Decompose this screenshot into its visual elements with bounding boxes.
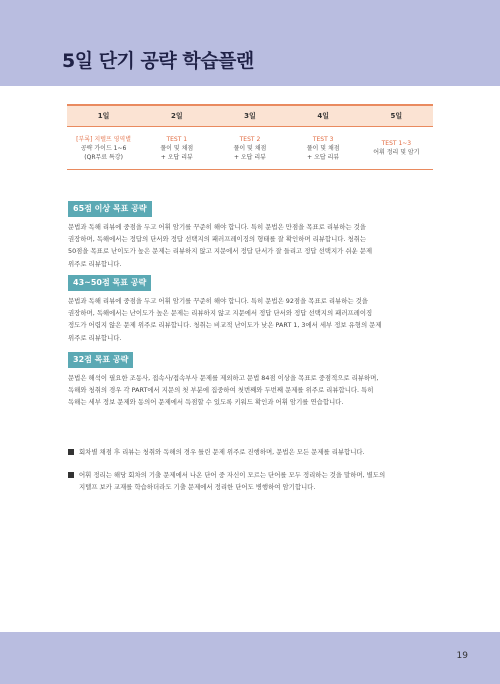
note-line: 지텔프 보카 교재를 학습하더라도 기출 문제에서 정리한 단어도 병행하여 암기합니다.: [79, 483, 316, 492]
cell-line: (QR무료 특강): [84, 153, 123, 161]
cell-line: + 오답 리뷰: [233, 153, 266, 161]
body-line: 정도가 어렵지 않은 문제 위주로 리뷰합니다. 청취는 비교적 난이도가 낮은 PART 1, 3에서 세부 정보 유형의 문제: [68, 321, 382, 330]
body-line: 문법과 독해 리뷰에 중점을 두고 어휘 암기를 꾸준히 해야 합니다. 특히 문법은 만점을 목표로 리뷰하는 것을: [68, 223, 366, 231]
body-line: 위주로 리뷰합니다.: [68, 259, 122, 268]
section-heading: 32점 목표 공략: [68, 352, 133, 368]
table-header-row: [67, 105, 433, 127]
header-band: [0, 0, 500, 86]
section-body: [68, 295, 446, 344]
cell-line: TEST 1: [166, 135, 188, 143]
body-line: 독해는 세부 정보 문제와 동의어 문제에서 득점할 수 있도록 키워드 확인과 어휘 암기를 연습합니다.: [68, 398, 344, 407]
cell-line: 풀이 및 채점: [160, 144, 194, 152]
section-heading: 65점 이상 목표 공략: [68, 201, 152, 217]
body-line: 문법과 독해 리뷰에 중점을 두고 어휘 암기를 꾸준히 해야 합니다. 특히 문법은 92점을 목표로 리뷰하는 것을: [68, 297, 368, 305]
plan-cell: [140, 127, 213, 170]
day-header: 4일: [287, 105, 360, 127]
cell-line: + 오답 리뷰: [307, 153, 340, 161]
day-header: 1일: [67, 105, 140, 127]
cell-line: TEST 2: [239, 135, 261, 143]
page-number: 19: [456, 651, 468, 661]
cell-line: 풀이 및 채점: [233, 144, 267, 152]
footer-band: [0, 632, 500, 684]
plan-cell: [287, 127, 360, 170]
note-item: [68, 469, 448, 493]
study-plan-table: [67, 104, 433, 170]
section-32: [68, 347, 446, 409]
section-43-50: [68, 270, 446, 344]
body-line: 권장하며, 독해에서는 난이도가 높은 문제는 리뷰하지 않고 지문에서 정답 단서와 정답 선택지의 패러프레이징: [68, 309, 373, 318]
plan-cell: [67, 127, 140, 170]
cell-line: TEST 3: [312, 135, 334, 143]
body-line: 문법은 해석이 필요한 조동사, 접속사/접속부사 문제를 제외하고 문법 84점 이상을 목표로 중점적으로 리뷰하며,: [68, 374, 379, 382]
section-heading: 43~50점 목표 공략: [68, 275, 151, 291]
note-line: 어휘 정리는 해당 회차의 기출 문제에서 나온 단어 중 자신이 모르는 단어를 모두 정리하는 것을 말하며, 별도의: [79, 471, 386, 479]
body-line: 50점을 목표로 난이도가 높은 문제는 리뷰하지 않고 지문에서 정답 단서가 잘 들리고 정답 선택지가 쉬운 문제: [68, 247, 373, 256]
note-text: [79, 446, 448, 458]
section-body: [68, 221, 446, 270]
day-header: 2일: [140, 105, 213, 127]
square-bullet-icon: [68, 449, 74, 455]
table-row: [67, 127, 433, 170]
note-text: [79, 469, 448, 493]
cell-line: TEST 1~3: [381, 140, 412, 147]
section-65: [68, 196, 446, 270]
cell-line: 어휘 정리 및 암기: [373, 149, 420, 156]
plan-cell: [213, 127, 286, 170]
cell-line: [부록] 지텔프 영역별: [76, 135, 132, 143]
day-header: 5일: [360, 105, 433, 127]
day-header: 3일: [213, 105, 286, 127]
plan-cell: [360, 127, 433, 170]
page-title: 5일 단기 공략 학습플랜: [62, 50, 254, 72]
section-body: [68, 372, 446, 409]
body-line: 독해와 청취의 경우 각 PART에서 지문의 첫 부분에 집중하여 첫번째와 두번째 문제를 위주로 리뷰합니다. 특히: [68, 386, 374, 395]
square-bullet-icon: [68, 472, 74, 478]
body-line: 위주로 리뷰합니다.: [68, 333, 122, 342]
cell-line: 공략 가이드 1~6: [80, 144, 127, 152]
note-line: 회차별 채점 후 리뷰는 청취와 독해의 경우 틀린 문제 위주로 진행하며, 문법은 모든 문제를 리뷰합니다.: [79, 448, 365, 456]
cell-line: 풀이 및 채점: [306, 144, 340, 152]
note-item: [68, 446, 448, 458]
body-line: 권장하며, 독해에서는 정답의 단서와 정답 선택지의 패러프레이징의 형태를 잘 확인하며 리뷰합니다. 청취는: [68, 235, 367, 244]
cell-line: + 오답 리뷰: [160, 153, 193, 161]
